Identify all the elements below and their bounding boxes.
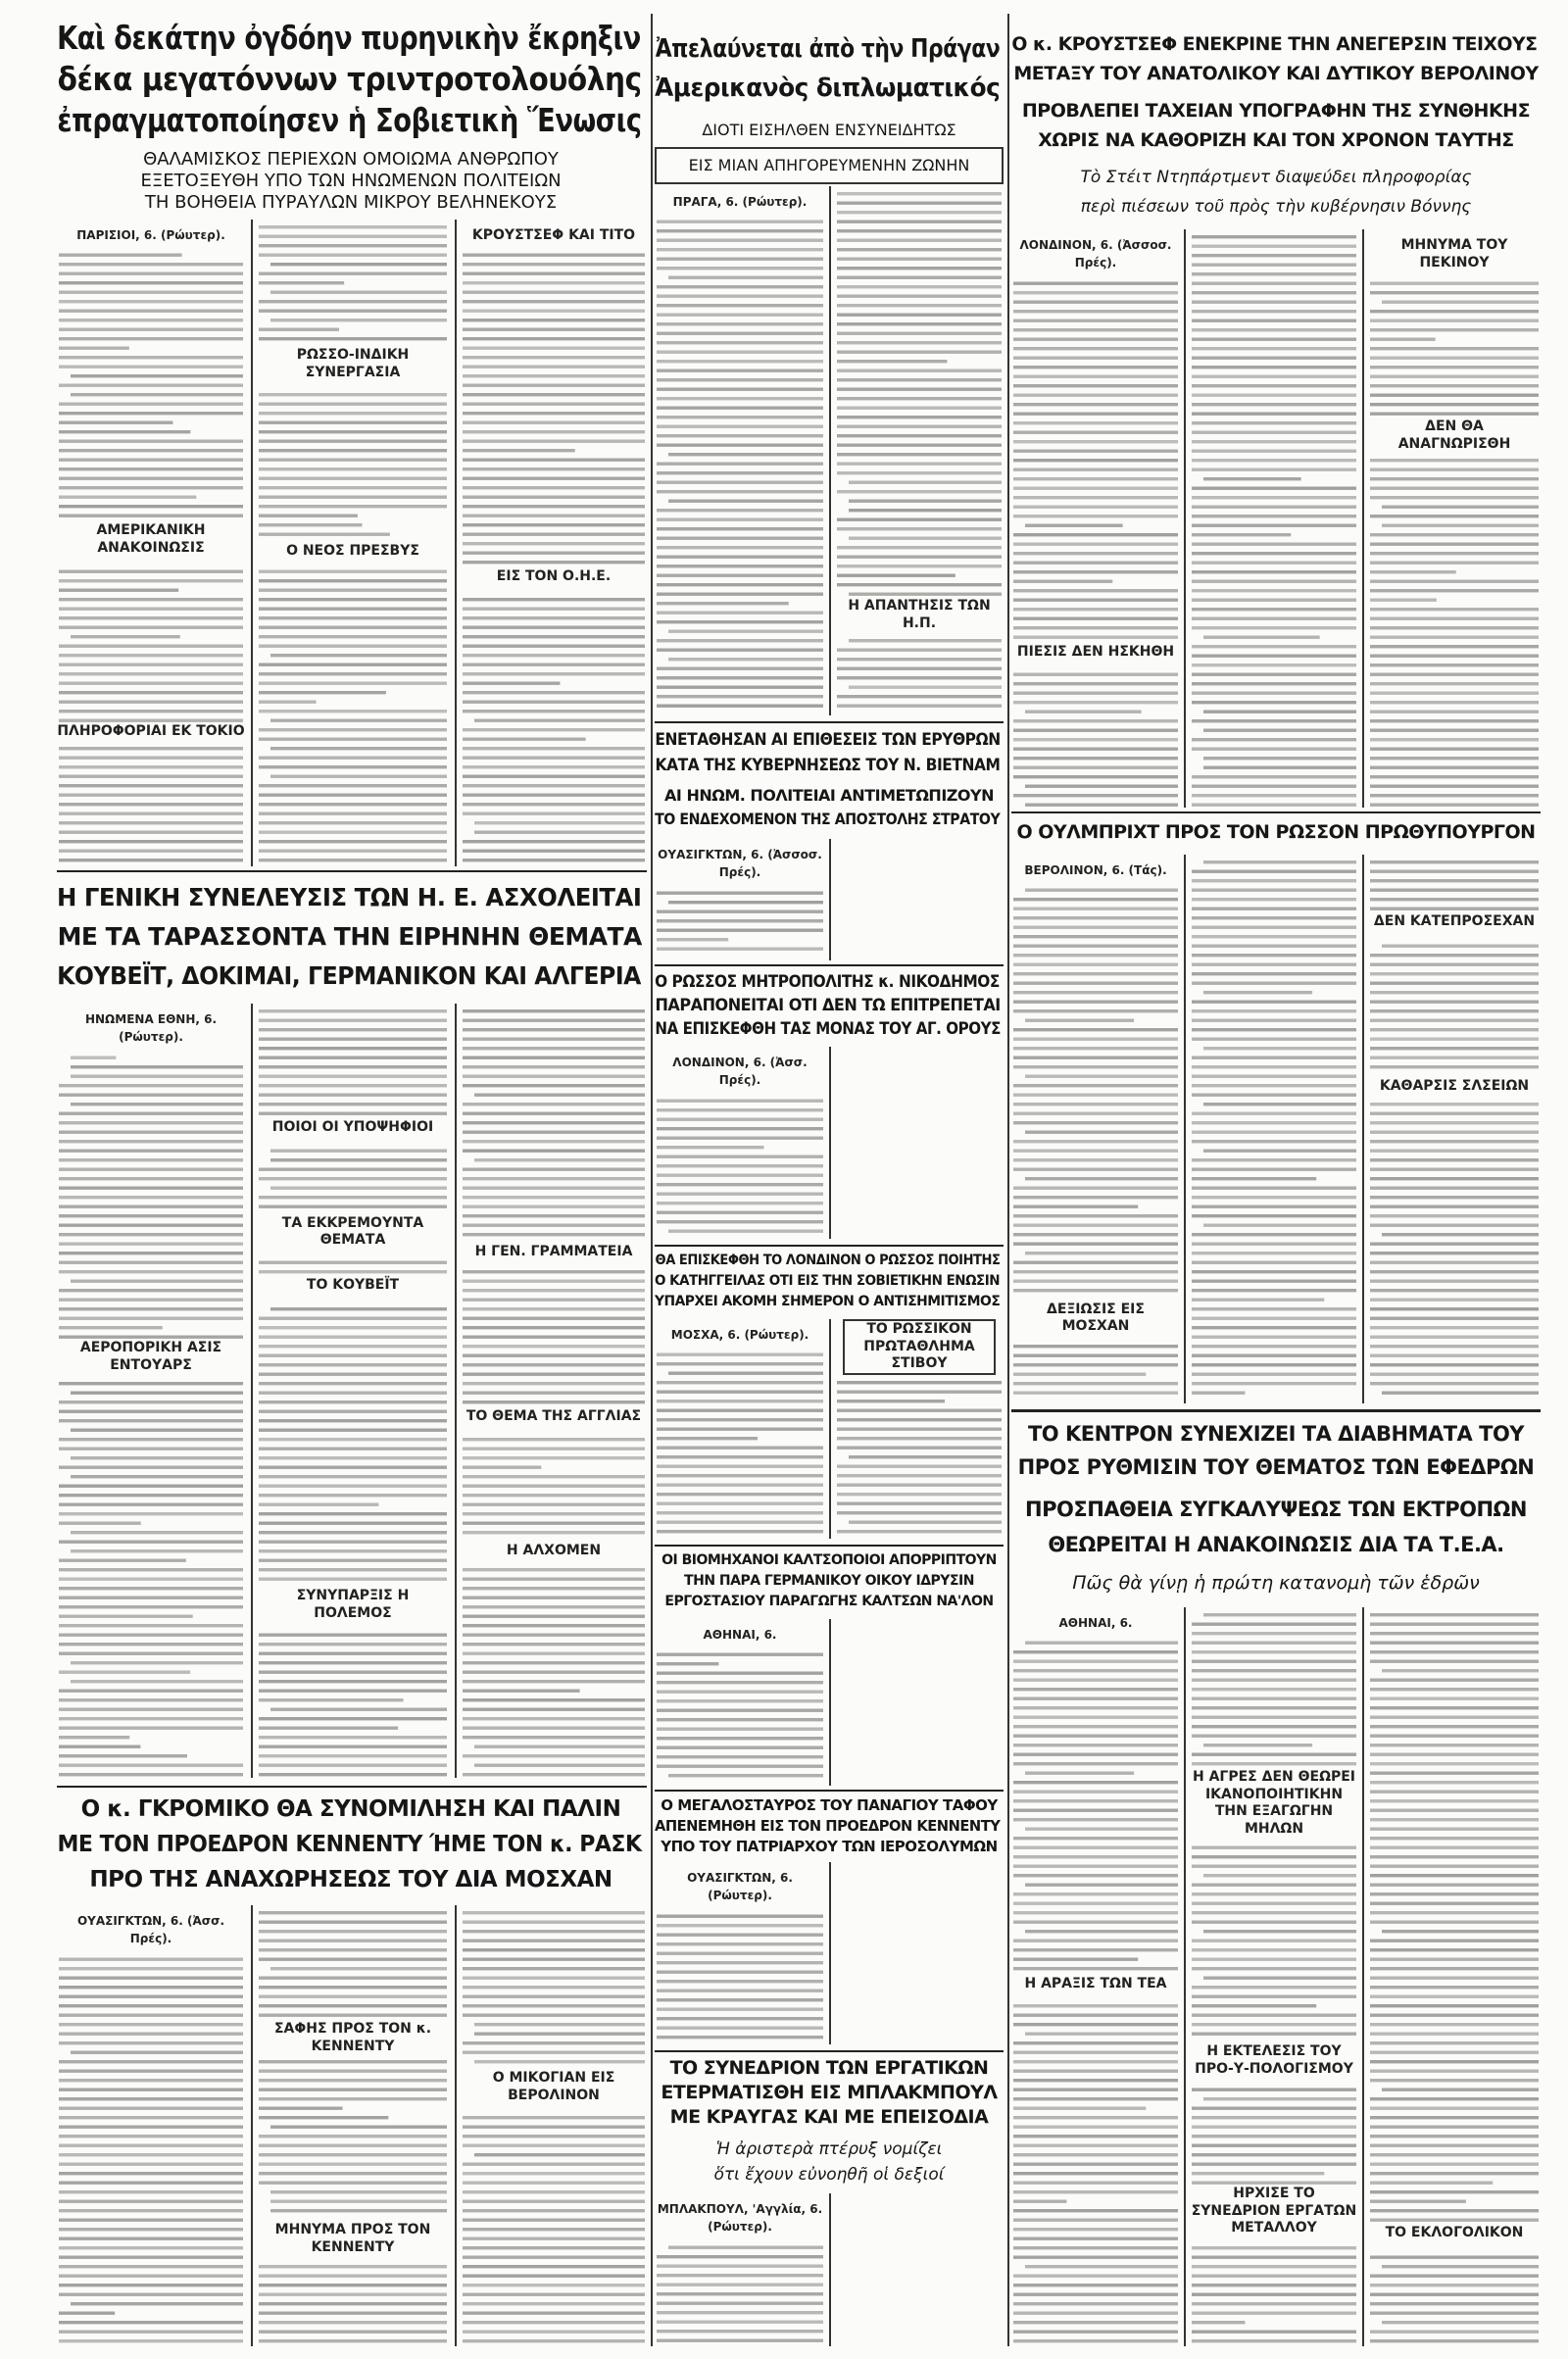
subhead: Η ΓΕΝ. ΓΡΑΜΜΑΤΕΙΑ (461, 1244, 647, 1261)
subhead: ΜΗΝΥΜΑ ΠΡΟΣ ΤΟΝ ΚΕΝΝΕΝΤΥ (257, 2222, 449, 2256)
subhead: ΤΟ ΡΩΣΣΙΚΟΝ ΠΡΩΤΑΘΛΗΜΑ ΣΤΙΒΟΥ (843, 1319, 996, 1375)
headline-line: Η ΓΕΝΙΚΗ ΣΥΝΕΛΕΥΣΙΣ ΤΩΝ Η. Ε. ΑΣΧΟΛΕΙΤΑΙ (57, 883, 642, 911)
subheadline-soviet-blast (57, 149, 645, 214)
article-column (655, 1862, 825, 2044)
headline-line: ΤΗΝ ΠΑΡΑ ΓΕΡΜΑΝΙΚΟΥ ΟΙΚΟΥ ΙΔΡΥΣΙΝ (684, 1573, 974, 1589)
subhead: Ο ΜΙΚΟΓΙΑΝ ΕΙΣ ΒΕΡΟΛΙΝΟΝ (461, 2070, 647, 2104)
column-rule (455, 1905, 457, 2346)
sub-line: περὶ πιέσεων τοῦ πρὸς τὴν κυβέρνησιν Βόννης (1080, 197, 1472, 217)
divider (57, 870, 647, 872)
subhead: ΡΩΣΣΟ-ΙΝΔΙΚΗ ΣΥΝΕΡΓΑΣΙΑ (257, 347, 449, 381)
subhead: ΑΜΕΡΙΚΑΝΙΚΗ ΑΝΑΚΟΙΝΩΣΙΣ (57, 522, 245, 557)
dateline: ΟΥΑΣΙΓΚΤΩΝ, 6. (Ἀσσοσ. Πρές). (655, 847, 825, 881)
article-column (57, 220, 245, 864)
divider (655, 2050, 1004, 2052)
subhead: Ο ΝΕΟΣ ΠΡΕΣΒΥΣ (257, 543, 449, 561)
body-text-texture (1368, 229, 1541, 808)
headline-stockings (655, 1550, 1004, 1612)
dateline: ΜΟΣΧΑ, 6. (Ρώυτερ). (655, 1327, 825, 1345)
divider (655, 721, 1004, 723)
article-column (1190, 855, 1358, 1403)
dateline: ΗΝΩΜΕΝΑ ΕΘΝΗ, 6. (Ρώυτερ). (57, 1011, 245, 1046)
article-column (835, 186, 1004, 715)
sub-line: ΕΞΕΤΟΞΕΥΘΗ ΥΠΟ ΤΩΝ ΗΝΩΜΕΝΩΝ ΠΟΛΙΤΕΙΩΝ (140, 171, 562, 191)
column-rule (1362, 229, 1364, 808)
column-rule (455, 1004, 457, 1778)
headline-line: ΕΡΓΟΣΤΑΣΙΟΥ ΠΑΡΑΓΩΓΗΣ ΚΑΛΤΣΩΝ ΝΑ'ΛΟΝ (664, 1594, 994, 1609)
article-column (461, 1905, 647, 2346)
sub-line: ΤΗ ΒΟΗΘΕΙΑ ΠΥΡΑΥΛΩΝ ΜΙΚΡΟΥ ΒΕΛΗΝΕΚΟΥΣ (144, 192, 558, 213)
column-rule (1007, 14, 1009, 2346)
body-text-texture (57, 1905, 245, 2346)
column-rule (1362, 1607, 1364, 2346)
subhead: ΠΙΕΣΙΣ ΔΕΝ ΗΣΚΗΘΗ (1011, 644, 1180, 662)
article-column (1011, 229, 1180, 808)
column-rule (829, 1047, 831, 1239)
subhead: Η ΑΛΧΟΜΕΝ (461, 1543, 647, 1560)
headline-grand-cross (655, 1795, 1004, 1857)
article-column (835, 1319, 1004, 1539)
headline-line: ΟΙ ΒΙΟΜΗΧΑΝΟΙ ΚΑΛΤΣΟΠΟΙΟΙ ΑΠΟΡΡΙΠΤΟΥΝ (662, 1552, 997, 1568)
headline-line: ἐπραγματοποίησεν ἡ Σοβιετικὴ Ἕνωσις (57, 101, 642, 139)
sub-line: ΠΡΟΒΛΕΠΕΙ ΤΑΧΕΙΑΝ ΥΠΟΓΡΑΦΗΝ ΤΗΣ ΣΥΝΘΗΚΗΣ (1021, 100, 1531, 122)
sub-line: ΠΡΟΣΠΑΘΕΙΑ ΣΥΓΚΑΛΥΨΕΩΣ ΤΩΝ ΕΚΤΡΟΠΩΝ (1025, 1498, 1527, 1521)
sub-line: Πῶς θὰ γίνῃ ἡ πρώτη κατανομὴ τῶν ἑδρῶν (1072, 1572, 1480, 1594)
body-text-texture (257, 220, 449, 864)
headline-line: Ἀπελαύνεται ἀπὸ τὴν Πράγαν (655, 34, 1000, 64)
column-rule (829, 1319, 831, 1539)
headline-prague (655, 29, 1004, 108)
article-column (655, 1047, 825, 1239)
italic-subheadline-labour (655, 2137, 1004, 2187)
headline-un-assembly (57, 878, 645, 996)
subheadline-reservists (1011, 1492, 1541, 1562)
headline-line: ΕΤΕΡΜΑΤΙΣΘΗ ΕΙΣ ΜΠΛΑΚΜΠΟΥΛ (661, 2082, 998, 2103)
headline-line: Ο ΚΑΤΗΓΓΕΙΛΑΣ ΟΤΙ ΕΙΣ ΤΗΝ ΣΟΒΙΕΤΙΚΗΝ ΕΝΩΣΙΝ (655, 1273, 1001, 1289)
column-rule (651, 14, 653, 2346)
divider (655, 1245, 1004, 1247)
column-rule (829, 1862, 831, 2044)
headline-line: ΜΕ ΤΑ ΤΑΡΑΣΣΟΝΤΑ ΤΗΝ ΕΙΡΗΝΗΝ ΘΕΜΑΤΑ (57, 922, 642, 951)
sub-line: ΤΟ ΕΝΔΕΧΟΜΕΝΟΝ ΤΗΣ ΑΠΟΣΤΟΛΗΣ ΣΤΡΑΤΟΥ (655, 810, 1001, 828)
article-column (1368, 229, 1541, 808)
article-column (461, 1004, 647, 1778)
subhead: ΠΟΙΟΙ ΟΙ ΥΠΟΨΗΦΙΟΙ (257, 1119, 449, 1137)
headline-line: ΝΑ ΕΠΙΣΚΕΦΘΗ ΤΑΣ ΜΟΝΑΣ ΤΟΥ ΑΓ. ΟΡΟΥΣ (655, 1019, 1001, 1039)
headline-line: ΥΠΟ ΤΟΥ ΠΑΤΡΙΑΡΧΟΥ ΤΩΝ ΙΕΡΟΣΟΛΥΜΩΝ (661, 1838, 998, 1855)
headline-nikodimos (655, 970, 1004, 1041)
headline-line: ΤΟ ΚΕΝΤΡΟΝ ΣΥΝΕΧΙΖΕΙ ΤΑ ΔΙΑΒΗΜΑΤΑ ΤΟΥ (1027, 1422, 1525, 1446)
headline-reservists (1011, 1417, 1541, 1484)
column-rule (829, 186, 831, 715)
article-column (57, 1905, 245, 2346)
divider (655, 964, 1004, 966)
article-column (257, 1905, 449, 2346)
sub-line: Ἡ ἀριστερὰ πτέρυξ νομίζει (715, 2139, 943, 2159)
dateline: ΟΥΑΣΙΓΚΤΩΝ, 6. (Ἀσσ. Πρές). (57, 1913, 245, 1947)
article-column (655, 186, 825, 715)
article-column (1190, 1607, 1358, 2346)
divider (57, 1786, 647, 1788)
column-rule (251, 1004, 253, 1778)
headline-line: Ο ΜΕΓΑΛΟΣΤΑΥΡΟΣ ΤΟΥ ΠΑΝΑΓΙΟΥ ΤΑΦΟΥ (661, 1796, 998, 1814)
subhead: ΑΕΡΟΠΟΡΙΚΗ ΑΣΙΣ ΕΝΤΟΥΑΡΣ (57, 1340, 245, 1374)
headline-line: ΑΠΕΝΕΜΗΘΗ ΕΙΣ ΤΟΝ ΠΡΟΕΔΡΟΝ ΚΕΝΝΕΝΤΥ (655, 1817, 1001, 1835)
body-text-texture (655, 1619, 825, 1786)
column-rule (251, 220, 253, 866)
sub-line: ΔΙΟΤΙ ΕΙΣΗΛΘΕΝ ΕΝΣΥΝΕΙΔΗΤΩΣ (702, 121, 956, 139)
dateline: ΛΟΝΔΙΝΟΝ, 6. (Ἀσσοσ. Πρές). (1011, 237, 1180, 271)
subhead: Η ΑΠΑΝΤΗΣΙΣ ΤΩΝ Η.Π. (835, 598, 1004, 632)
article-column (57, 1004, 245, 1778)
subhead: ΕΙΣ ΤΟΝ Ο.Η.Ε. (461, 568, 647, 586)
column-rule (1184, 1607, 1186, 2346)
subhead: ΔΕΝ ΚΑΤΕΠΡΟΣΕΧΑΝ (1368, 913, 1541, 931)
article-column (655, 1319, 825, 1539)
subhead: ΔΕΝ ΘΑ ΑΝΑΓΝΩΡΙΣΘΗ (1368, 418, 1541, 453)
sub-line: ΑΙ ΗΝΩΜ. ΠΟΛΙΤΕΙΑΙ ΑΝΤΙΜΕΤΩΠΙΖΟΥΝ (664, 786, 994, 805)
dateline: ΟΥΑΣΙΓΚΤΩΝ, 6. (Ρώυτερ). (655, 1870, 825, 1904)
headline-line: ΜΕΤΑΞΥ ΤΟΥ ΑΝΑΤΟΛΙΚΟΥ ΚΑΙ ΔΥΤΙΚΟΥ ΒΕΡΟΛΙΝΟΥ (1013, 63, 1539, 84)
headline-line: Ο κ. ΚΡΟΥΣΤΣΕΦ ΕΝΕΚΡΙΝΕ ΤΗΝ ΑΝΕΓΕΡΣΙΝ ΤΕΙΧΟΥΣ (1011, 33, 1538, 55)
dateline: ΠΡΑΓΑ, 6. (Ρώυτερ). (655, 194, 825, 212)
article-column (257, 1004, 449, 1778)
dateline: ΒΕΡΟΛΙΝΟΝ, 6. (Τάς). (1011, 862, 1180, 880)
body-text-texture (461, 1905, 647, 2346)
headline-labour-congress (655, 2056, 1004, 2130)
column-rule (1362, 855, 1364, 1403)
column-rule (1184, 855, 1186, 1403)
subhead: ΗΡΧΙΣΕ ΤΟ ΣΥΝΕΔΡΙΟΝ ΕΡΓΑΤΩΝ ΜΕΤΑΛΛΟΥ (1191, 2186, 1357, 2236)
dateline: ΛΟΝΔΙΝΟΝ, 6. (Ἀσσ. Πρές). (655, 1055, 825, 1089)
body-text-texture (1190, 855, 1358, 1403)
sub-line: ΕΙΣ ΜΙΑΝ ΑΠΗΓΟΡΕΥΜΕΝΗΝ ΖΩΝΗΝ (655, 147, 1004, 184)
subhead: ΤΟ ΘΕΜΑ ΤΗΣ ΑΓΓΛΙΑΣ (461, 1408, 647, 1426)
subhead: ΠΛΗΡΟΦΟΡΙΑΙ ΕΚ ΤΟΚΙΟ (57, 723, 245, 739)
subhead: ΤΟ ΚΟΥΒΕΪΤ (257, 1277, 449, 1295)
headline-line: ΕΝΕΤΑΘΗΣΑΝ ΑΙ ΕΠΙΘΕΣΕΙΣ ΤΩΝ ΕΡΥΘΡΩΝ (655, 730, 1001, 750)
subhead: ΣΑΦΗΣ ΠΡΟΣ ΤΟΝ κ. ΚΕΝΝΕΝΤΥ (257, 2021, 449, 2055)
sub-line: ὅτι ἔχουν εὐνοηθῆ οἱ δεξιοί (713, 2165, 945, 2185)
article-column (655, 839, 825, 957)
column-rule (251, 1905, 253, 2346)
article-column (1368, 855, 1541, 1403)
subhead: Η ΑΓΡΕΣ ΔΕΝ ΘΕΩΡΕΙ ΙΚΑΝΟΠΟΙΗΤΙΚΗΝ ΤΗΝ ΕΞΑΓΩΓΗΝ ΜΗΛΩΝ (1190, 1769, 1358, 1838)
dateline: ΑΘΗΝΑΙ, 6. (655, 1627, 825, 1645)
body-text-texture (461, 1004, 647, 1778)
divider (1011, 811, 1541, 813)
headline-line: ΥΠΑΡΧΕΙ ΑΚΟΜΗ ΣΗΜΕΡΟΝ Ο ΑΝΤΙΣΗΜΙΤΙΣΜΟΣ (655, 1294, 1001, 1309)
subhead: ΚΡΟΥΣΤΣΕΦ ΚΑΙ ΤΙΤΟ (461, 227, 647, 245)
headline-line: Καὶ δεκάτην ὀγδόην πυρηνικὴν ἔκρηξιν (57, 19, 641, 57)
article-column (655, 1619, 825, 1786)
italic-subheadline-berlin (1011, 163, 1541, 221)
subhead: ΜΗΝΥΜΑ ΤΟΥ ΠΕΚΙΝΟΥ (1368, 237, 1541, 271)
headline-line: δέκα μεγατόννων τριντροτολουόλης (57, 60, 642, 98)
column-rule (829, 2193, 831, 2346)
headline-line: Ο ΡΩΣΣΟΣ ΜΗΤΡΟΠΟΛΙΤΗΣ κ. ΝΙΚΟΔΗΜΟΣ (655, 972, 1000, 992)
headline-line: ΠΡΟ ΤΗΣ ΑΝΑΧΩΡΗΣΕΩΣ ΤΟΥ ΔΙΑ ΜΟΣΧΑΝ (89, 1867, 612, 1892)
subheadline-berlin-wall (1011, 96, 1541, 155)
subhead: ΤΟ ΕΚΛΟΓΟΛΙΚΟΝ (1368, 2225, 1541, 2242)
dateline: ΜΠΛΑΚΠΟΥΛ, 'Αγγλία, 6. (Ρώυτερ). (655, 2201, 825, 2236)
sub-line: ΘΑΛΑΜΙΣΚΟΣ ΠΕΡΙΕΧΩΝ ΟΜΟΙΩΜΑ ΑΝΘΡΩΠΟΥ (143, 149, 559, 170)
headline-line: ΚΑΤΑ ΤΗΣ ΚΥΒΕΡΝΗΣΕΩΣ ΤΟΥ Ν. ΒΙΕΤΝΑΜ (655, 756, 1000, 775)
headline-gromyko (57, 1792, 645, 1897)
dateline: ΑΘΗΝΑΙ, 6. (1011, 1615, 1180, 1633)
body-text-texture (461, 220, 647, 864)
headline-berlin-wall (1011, 29, 1541, 88)
headline-vietnam (655, 727, 1004, 778)
sub-line: ΧΩΡΙΣ ΝΑ ΚΑΘΟΡΙΖΗ ΚΑΙ ΤΟΝ ΧΡΟΝΟΝ ΤΑΥΤΗΣ (1038, 129, 1514, 151)
headline-soviet-blast (57, 18, 645, 141)
article-column (1368, 1607, 1541, 2346)
headline-line: ΜΕ ΤΟΝ ΠΡΟΕΔΡΟΝ ΚΕΝΝΕΝΤΥ ΉΜΕ ΤΟΝ κ. ΡΑΣΚ (57, 1832, 642, 1857)
divider (1011, 1409, 1541, 1412)
body-text-texture (57, 1004, 245, 1778)
body-text-texture (1190, 229, 1358, 808)
body-text-texture (1368, 855, 1541, 1403)
divider (655, 1545, 1004, 1547)
column-rule (1184, 229, 1186, 808)
headline-line: ΠΑΡΑΠΟΝΕΙΤΑΙ ΟΤΙ ΔΕΝ ΤΩ ΕΠΙΤΡΕΠΕΤΑΙ (655, 996, 1001, 1015)
headline-line: ΠΡΟΣ ΡΥΘΜΙΣΙΝ ΤΟΥ ΘΕΜΑΤΟΣ ΤΩΝ ΕΦΕΔΡΩΝ (1017, 1455, 1535, 1479)
italic-subheadline-reservists (1011, 1568, 1541, 1597)
column-rule (829, 839, 831, 960)
headline-line: ΘΑ ΕΠΙΣΚΕΦΘΗ ΤΟ ΛΟΝΔΙΝΟΝ Ο ΡΩΣΣΟΣ ΠΟΙΗΤΗΣ (655, 1253, 1000, 1268)
dateline: ΠΑΡΙΣΙΟΙ, 6. (Ρώυτερ). (57, 227, 245, 245)
body-text-texture (655, 186, 825, 715)
body-text-texture (835, 186, 1004, 715)
subheadline-vietnam (655, 784, 1004, 831)
subhead: ΚΑΘΑΡΣΙΣ ΣΛΣΕΙΩΝ (1368, 1078, 1541, 1096)
subheadline-prague (655, 114, 1004, 184)
headline-line: Ο κ. ΓΚΡΟΜΙΚΟ ΘΑ ΣΥΝΟΜΙΛΗΣΗ ΚΑΙ ΠΑΛΙΝ (80, 1796, 621, 1822)
article-column (1190, 229, 1358, 808)
subhead: ΔΕΞΙΩΣΙΣ ΕΙΣ ΜΟΣΧΑΝ (1011, 1302, 1180, 1336)
column-rule (455, 220, 457, 866)
article-column (461, 220, 647, 864)
divider (655, 1790, 1004, 1792)
article-column (1011, 1607, 1180, 2346)
subhead: ΤΑ ΕΚΚΡΕΜΟΥΝΤΑ ΘΕΜΑΤΑ (257, 1215, 449, 1250)
body-text-texture (655, 1319, 825, 1539)
article-column (1011, 855, 1180, 1403)
body-text-texture (257, 1905, 449, 2346)
body-text-texture (1011, 229, 1180, 808)
headline-line: Ο ΟΥΛΜΠΡΙΧΤ ΠΡΟΣ ΤΟΝ ΡΩΣΣΟΝ ΠΡΩΘΥΠΟΥΡΓΟΝ (1016, 821, 1536, 843)
column-rule (829, 1619, 831, 1786)
headline-line: ΚΟΥΒΕΪΤ, ΔΟΚΙΜΑΙ, ΓΕΡΜΑΝΙΚΟΝ ΚΑΙ ΑΛΓΕΡΙΑ (57, 961, 641, 990)
headline-line: ΤΟ ΣΥΝΕΔΡΙΟΝ ΤΩΝ ΕΡΓΑΤΙΚΩΝ (669, 2057, 989, 2079)
article-column (655, 2193, 825, 2346)
sub-line: Τὸ Στέιτ Ντηπάρτμεντ διαψεύδει πληροφορίας (1080, 168, 1472, 187)
headline-ulbricht (1011, 817, 1541, 847)
subhead: Η ΕΚΤΕΛΕΣΙΣ ΤΟΥ ΠΡΟ-Υ-ΠΟΛΟΓΙΣΜΟΥ (1190, 2043, 1358, 2078)
article-column (257, 220, 449, 864)
subhead: ΣΥΝΥΠΑΡΞΙΣ Η ΠΟΛΕΜΟΣ (257, 1588, 449, 1622)
headline-poet (655, 1251, 1004, 1312)
subhead: Η ΑΡΑΞΙΣ ΤΩΝ ΤΕΑ (1011, 1976, 1180, 1993)
headline-line: ΜΕ ΚΡΑΥΓΑΣ ΚΑΙ ΜΕ ΕΠΕΙΣΟΔΙΑ (669, 2106, 989, 2128)
sub-line: ΘΕΩΡΕΙΤΑΙ Η ΑΝΑΚΟΙΝΩΣΙΣ ΔΙΑ ΤΑ Τ.Ε.Α. (1048, 1533, 1504, 1556)
headline-line: Ἀμερικανὸς διπλωματικός (655, 74, 1001, 103)
